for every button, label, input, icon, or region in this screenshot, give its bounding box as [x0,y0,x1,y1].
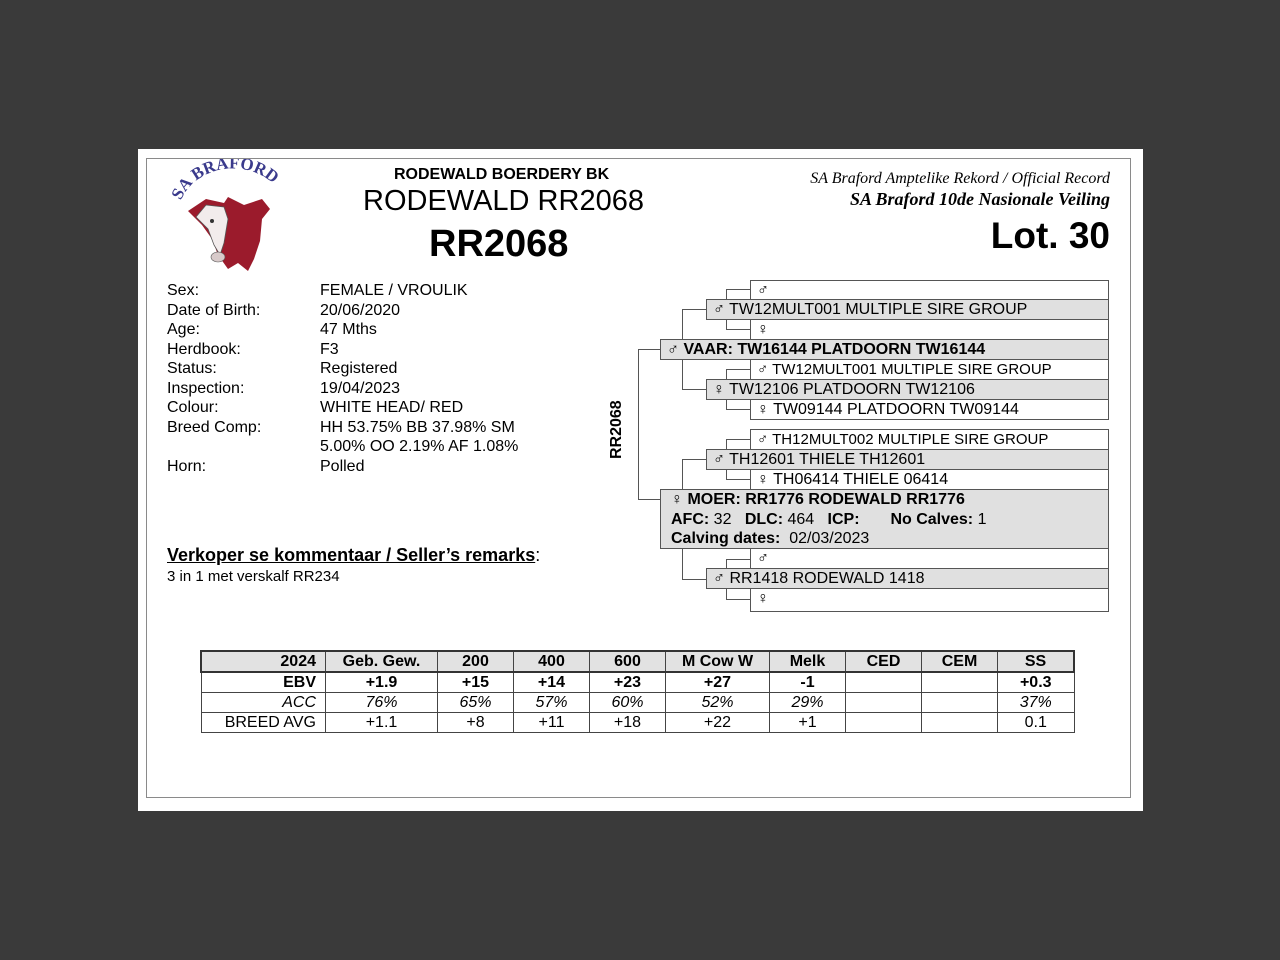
ebv-cell: +27 [666,672,770,693]
breed-avg-cell: +8 [438,713,514,733]
acc-cell: ACC [201,693,326,713]
acc-cell: 76% [326,693,438,713]
pedigree-line [726,479,750,480]
animal-details [167,281,560,476]
detail-value: FEMALE / VROULIK [320,282,468,299]
icp-label: ICP: [827,510,860,528]
acc-cell: 65% [438,693,514,713]
afc-label: AFC: [671,510,710,528]
acc-row [201,693,1074,713]
ebv-table [200,650,1075,733]
pedigree-sire-dam-sire: ♂ TW12MULT001 MULTIPLE SIRE GROUP [750,359,1109,380]
detail-value: 19/04/2023 [320,379,401,397]
pedigree-sire-sire-sire: ♂ [750,280,1109,300]
detail-label: Breed Comp: [167,418,262,436]
calves-label: No Calves: [890,510,974,528]
pedigree-line [638,499,660,500]
detail-value: WHITE HEAD/ RED [320,399,464,416]
ebv-header-cell: 2024 [201,651,326,672]
detail-value: HH 53.75% BB 37.98% SM 5.00% OO 2.19% AF 1.08% [320,418,519,455]
pedigree-sire-sire-dam: ♀ [750,319,1109,340]
ebv-cell: +14 [514,672,590,693]
pedigree-line [682,459,683,489]
pedigree-sire-dam: ♀ TW12106 PLATDOORN TW12106 [706,379,1109,400]
breed-avg-cell: +11 [514,713,590,733]
dam-name: ♀ MOER: RR1776 RODEWALD RR1776 [671,491,965,508]
detail-label: Herdbook: [167,340,241,358]
ebv-header-cell: Geb. Gew. [326,651,438,672]
ebv-header-cell: 600 [590,651,666,672]
breed-avg-cell: BREED AVG [201,713,326,733]
acc-cell: 60% [590,693,666,713]
remarks-title-text: Verkoper se kommentaar / Seller’s remarks [167,545,536,565]
detail-row [167,340,560,360]
breed-avg-cell [922,713,998,733]
pedigree-dam-dam-dam: ♀ [750,588,1109,612]
remarks-title [167,545,540,566]
ebv-header-cell: Melk [770,651,846,672]
pedigree-dam-sire: ♂ TH12601 THIELE TH12601 [706,449,1109,470]
pedigree-dam-sire-sire: ♂ TH12MULT002 MULTIPLE SIRE GROUP [750,429,1109,450]
breed-avg-cell [846,713,922,733]
remarks-text: 3 in 1 met verskalf RR234 [167,568,340,585]
official-record: SA Braford Amptelike Rekord / Official Record [810,170,1110,187]
detail-label: Colour: [167,399,219,416]
detail-value: 47 Mths [320,321,377,338]
pedigree-line [726,559,750,560]
acc-cell: 52% [666,693,770,713]
detail-row [167,301,560,321]
detail-row [167,359,560,379]
acc-cell: 57% [514,693,590,713]
ebv-header-cell: 200 [438,651,514,672]
pedigree-line [726,289,750,290]
detail-label: Status: [167,360,217,377]
ebv-row [201,672,1074,693]
detail-row [167,281,560,301]
pedigree-line [638,349,660,350]
afc-value: 32 [713,510,732,528]
detail-label: Inspection: [167,379,245,397]
dam-calving [671,529,1108,549]
sa-braford-logo [166,159,296,274]
detail-label: Date of Birth: [167,301,261,319]
ebv-header-cell: CEM [922,651,998,672]
acc-cell [922,693,998,713]
calves-value: 1 [977,510,987,528]
detail-value: Registered [320,360,398,377]
pedigree-dam-sire-dam: ♀ TH06414 THIELE 06414 [750,469,1109,490]
ebv-cell: +23 [590,672,666,693]
pedigree-line [726,439,750,440]
detail-value: 20/06/2020 [320,301,401,319]
animal-id: RR2068 [429,223,569,265]
pedigree-line [638,349,639,499]
ebv-header-cell: CED [846,651,922,672]
ebv-header-cell: M Cow W [666,651,770,672]
breed-avg-cell: +18 [590,713,666,733]
breeder-name: RODEWALD BOERDERY BK [394,166,610,183]
detail-value: F3 [320,340,339,358]
sale-name: SA Braford 10de Nasionale Veiling [849,189,1110,209]
calving-label: Calving dates: [671,530,781,547]
ebv-header-cell: SS [998,651,1075,672]
pedigree-line [682,459,706,460]
dlc-label: DLC: [744,510,784,528]
acc-cell: 29% [770,693,846,713]
acc-cell [846,693,922,713]
dlc-value: 464 [787,510,815,528]
breed-avg-cell: +1.1 [326,713,438,733]
detail-label: Sex: [167,282,200,299]
detail-label: Age: [167,321,200,338]
pedigree-line [682,549,683,579]
detail-row [167,320,560,340]
pedigree-label: RR2068 [608,400,625,459]
ebv-header-cell: 400 [514,651,590,672]
pedigree-line [726,409,750,410]
pedigree-line [726,369,750,370]
breed-avg-row [201,713,1074,733]
lot-number: Lot. 30 [990,215,1110,256]
remarks-colon: : [535,545,541,565]
animal-name: RODEWALD RR2068 [363,185,644,217]
pedigree-sire-sire: ♂ TW12MULT001 MULTIPLE SIRE GROUP [706,299,1109,320]
detail-value: Polled [320,457,365,475]
ebv-cell: +1.9 [326,672,438,693]
pedigree-dam-dam-sire: ♂ [750,548,1109,569]
ebv-cell [846,672,922,693]
breed-avg-cell: +22 [666,713,770,733]
dam-stats [671,510,1108,530]
ebv-cell [922,672,998,693]
ebv-header-row [201,651,1074,672]
ebv-cell: +15 [438,672,514,693]
ebv-cell: -1 [770,672,846,693]
acc-cell: 37% [998,693,1075,713]
lot-card [138,149,1143,811]
ebv-cell: EBV [201,672,326,693]
calving-value: 02/03/2023 [789,530,870,547]
pedigree-sire: ♂ VAAR: TW16144 PLATDOORN TW16144 [660,339,1109,360]
detail-label: Horn: [167,457,207,475]
detail-row [167,457,560,477]
pedigree-line [726,599,750,600]
pedigree-line [726,329,750,330]
pedigree-line [682,579,706,580]
pedigree-sire-dam-dam: ♀ TW09144 PLATDOORN TW09144 [750,399,1109,420]
detail-row [167,398,560,418]
breed-avg-cell: +1 [770,713,846,733]
detail-row [167,418,560,457]
ebv-cell: +0.3 [998,672,1075,693]
pedigree-dam-dam: ♂ RR1418 RODEWALD 1418 [706,568,1109,589]
detail-row [167,379,560,399]
pedigree-dam [660,489,1109,549]
pedigree-line [682,309,706,310]
pedigree-line [682,389,706,390]
svg-text:SA BRAFORD: SA BRAFORD [167,159,283,203]
breed-avg-cell: 0.1 [998,713,1075,733]
